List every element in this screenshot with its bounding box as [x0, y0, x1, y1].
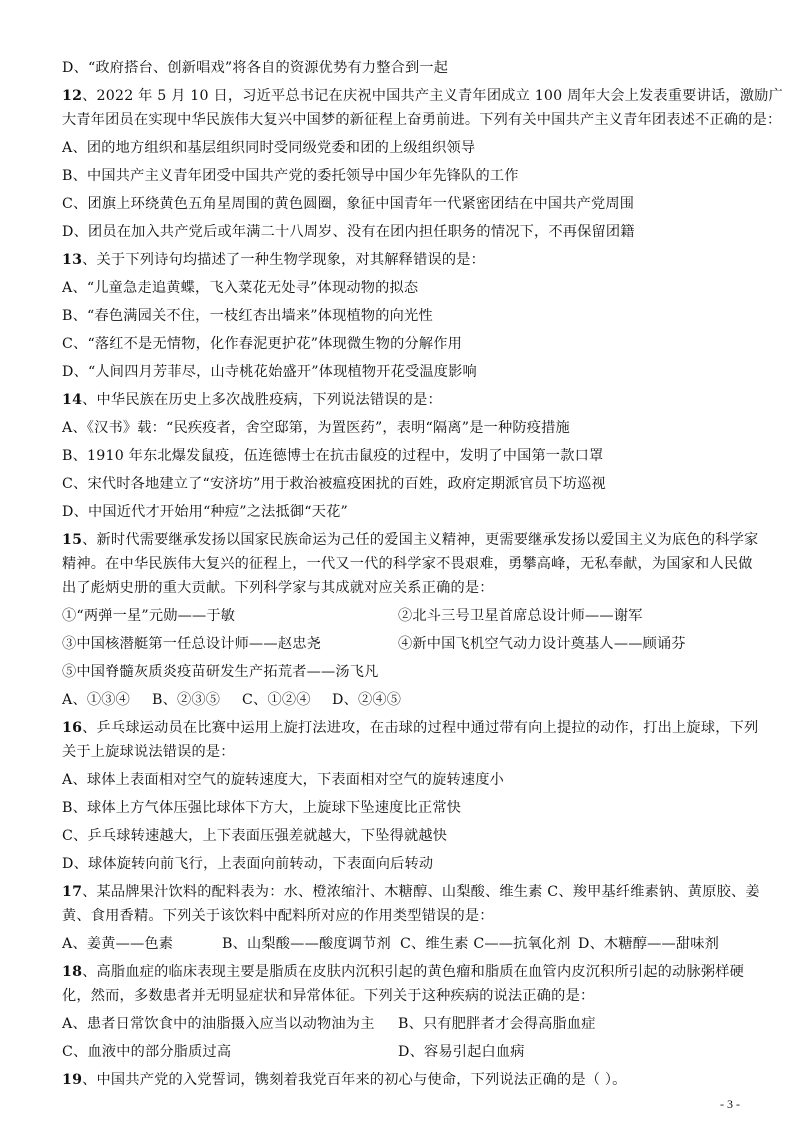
q19-number: 19 — [62, 1072, 83, 1088]
q14-stem — [62, 390, 752, 410]
q12-option-b: B、中国共产主义青年团受中国共产党的委托领导中国少年先锋队的工作 — [62, 168, 519, 184]
q17-option-b: B、山梨酸——酸度调节剂 — [222, 936, 391, 952]
q12-stem — [62, 86, 783, 106]
q17-options — [62, 934, 752, 954]
q12-stem-line2: 大青年团员在实现中华民族伟大复兴中国梦的新征程上奋勇前进。下列有关中国共产主义青年团表述不正确的是： — [62, 112, 782, 128]
q18-option-a: A、患者日常饮食中的油脂摄入应当以动物油为主 — [62, 1016, 375, 1032]
q13-option-d: D、“人间四月芳菲尽，山寺桃花始盛开”体现植物开花受温度影响 — [62, 364, 477, 380]
q17-option-a: A、姜黄——色素 — [62, 936, 174, 952]
q15-stem-line1: 、新时代需要继承发扬以国家民族命运为己任的爱国主义精神，更需要继承发扬以爱国主义为底色的科学家 — [82, 532, 759, 548]
q18-stem — [62, 962, 752, 982]
q13-stem — [62, 250, 752, 270]
q18-option-b: B、只有肥胖者才会得高脂血症 — [398, 1016, 596, 1032]
q15-item-2: ②北斗三号卫星首席总设计师——谢军 — [398, 608, 643, 624]
q15-stem-line2: 精神。在中华民族伟大复兴的征程上，一代又一代的科学家不畏艰难，勇攀高峰，无私奉献，为国家和人民做 — [62, 556, 753, 572]
q15-item-1: ①“两弹一星”元勋——于敏 — [62, 608, 236, 624]
q11-option-d: D、“政府搭台、创新唱戏”将各自的资源优势有力整合到一起 — [62, 60, 449, 76]
q13-option-b: B、“春色满园关不住，一枝红杏出墙来”体现植物的向光性 — [62, 308, 433, 324]
q15-item-5: ⑤中国脊髓灰质炎疫苗研发生产拓荒者——汤飞凡 — [62, 664, 379, 680]
question-list — [62, 58, 783, 1098]
q15-items-row2 — [62, 634, 752, 654]
q16-number: 16 — [62, 720, 83, 736]
page-number: - 3 - — [720, 1097, 740, 1111]
q18-number: 18 — [62, 964, 83, 980]
q16-stem-line1: 、乒乓球运动员在比赛中运用上旋打法进攻，在击球的过程中通过带有向上提拉的动作，打出上旋球，下列 — [82, 720, 759, 736]
q19-stem — [62, 1070, 752, 1090]
q15-option-c: C、①②④ — [242, 692, 311, 708]
q16-option-d: D、球体旋转向前飞行，上表面向前转动，下表面向后转动 — [62, 856, 434, 872]
q15-stem — [62, 530, 759, 550]
q13-option-c: C、“落红不是无情物，化作春泥更护花”体现微生物的分解作用 — [62, 336, 463, 352]
q15-stem-line3: 出了彪炳史册的重大贡献。下列科学家与其成就对应关系正确的是： — [62, 580, 494, 596]
q13-stem-text: 、关于下列诗句均描述了一种生物学现象，对其解释错误的是： — [82, 252, 486, 268]
q15-option-d: D、②④⑤ — [332, 692, 402, 708]
q15-item-3: ③中国核潜艇第一任总设计师——赵忠尧 — [62, 636, 321, 652]
q14-option-b: B、1910 年东北爆发鼠疫，伍连德博士在抗击鼠疫的过程中，发明了中国第一款口罩 — [62, 448, 604, 464]
q16-option-a: A、球体上表面相对空气的旋转速度大，下表面相对空气的旋转速度小 — [62, 772, 505, 788]
q17-stem-line2: 黄、食用香精。下列关于该饮料中配料所对应的作用类型错误的是： — [62, 908, 494, 924]
q13-option-a: A、“儿童急走追黄蝶，飞入菜花无处寻”体现动物的拟态 — [62, 280, 419, 296]
q14-stem-text: 、中华民族在历史上多次战胜疫病，下列说法错误的是： — [82, 392, 442, 408]
q14-option-a: A、《汉书》载：“民疾疫者，舍空邸第，为置医药”，表明“隔离”是一种防疫措施 — [62, 420, 570, 436]
q13-number: 13 — [62, 252, 83, 268]
q18-stem-line1: 、高脂血症的临床表现主要是脂质在皮肤内沉积引起的黄色瘤和脂质在血管内皮沉积所引起的动脉粥样硬 — [82, 964, 744, 980]
q18-option-d: D、容易引起白血病 — [398, 1044, 525, 1060]
q15-option-a: A、①③④ — [62, 692, 130, 708]
q14-number: 14 — [62, 392, 83, 408]
q16-stem-line2: 关于上旋球说法错误的是： — [62, 744, 235, 760]
q18-options-row2 — [62, 1042, 752, 1062]
q18-stem-line2: 化，然而，多数患者并无明显症状和异常体征。下列关于这种疾病的说法正确的是： — [62, 988, 595, 1004]
q15-number: 15 — [62, 532, 83, 548]
q19-stem-text: 、中国共产党的入党誓词，镌刻着我党百年来的初心与使命，下列说法正确的是（ ）。 — [82, 1072, 627, 1088]
q16-option-b: B、球体上方气体压强比球体下方大，上旋球下坠速度比正常快 — [62, 800, 462, 816]
q12-option-c: C、团旗上环绕黄色五角星周围的黄色圆圈，象征中国青年一代紧密团结在中国共产党周围 — [62, 196, 635, 212]
q17-number: 17 — [62, 884, 83, 900]
q15-options — [62, 690, 752, 710]
q18-options-row1 — [62, 1014, 752, 1034]
q17-stem-line1: 、某品牌果汁饮料的配料表为：水、橙浓缩汁、木糖醇、山梨酸、维生素 C、羧甲基纤维素钠、黄原胶、姜 — [82, 884, 760, 900]
q14-option-c: C、宋代时各地建立了“安济坊”用于救治被瘟疫困扰的百姓，政府定期派官员下坊巡视 — [62, 476, 606, 492]
q12-number: 12 — [62, 88, 83, 104]
q12-stem-line1: 、2022 年 5 月 10 日，习近平总书记在庆祝中国共产主义青年团成立 100 周年大会上发表重要讲话，激励广 — [82, 88, 783, 104]
q15-item-4: ④新中国飞机空气动力设计奠基人——顾诵芬 — [398, 636, 686, 652]
q15-items-row1 — [62, 606, 752, 626]
q14-option-d: D、中国近代才开始用“种痘”之法抵御“天花” — [62, 504, 348, 520]
q16-option-c: C、乒乓球转速越大，上下表面压强差就越大，下坠得就越快 — [62, 828, 448, 844]
q17-stem — [62, 882, 760, 902]
q16-stem — [62, 718, 759, 738]
q12-option-d: D、团员在加入共产党后或年满二十八周岁、没有在团内担任职务的情况下，不再保留团籍 — [62, 224, 635, 240]
q15-option-b: B、②③⑤ — [152, 692, 221, 708]
q17-option-d: D、木糖醇——甜味剂 — [578, 936, 720, 952]
q17-option-c: C、维生素 C——抗氧化剂 — [400, 936, 571, 952]
q18-option-c: C、血液中的部分脂质过高 — [62, 1044, 232, 1060]
q12-option-a: A、团的地方组织和基层组织同时受同级党委和团的上级组织领导 — [62, 140, 476, 156]
